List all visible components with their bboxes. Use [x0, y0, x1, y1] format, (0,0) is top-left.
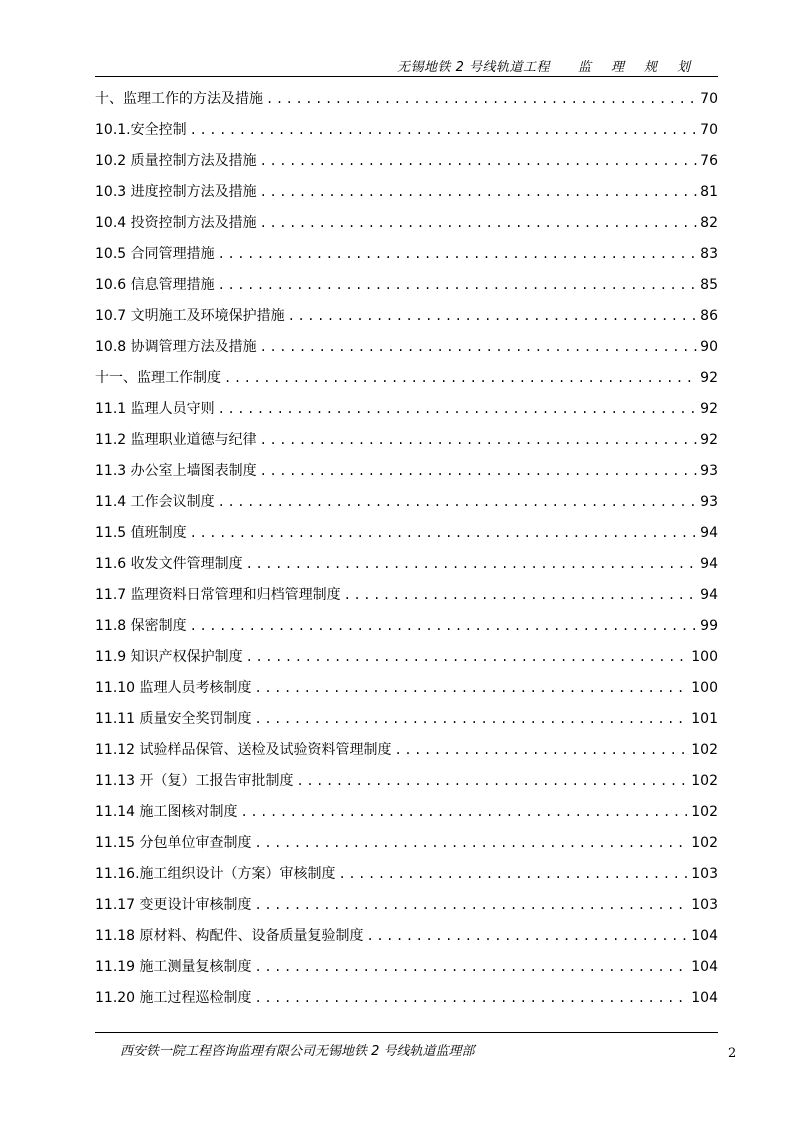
toc-entry[interactable] [95, 699, 718, 730]
toc-entry-title: 11.5 值班制度 [95, 525, 187, 541]
toc-entry-page: 85 [700, 277, 718, 293]
toc-entry[interactable] [95, 978, 718, 1009]
toc-entry[interactable] [95, 79, 718, 110]
toc-dot-leader [260, 214, 698, 234]
toc-entry-page: 76 [700, 153, 718, 169]
toc-dot-leader [218, 276, 698, 296]
toc-entry-title: 10.4 投资控制方法及措施 [95, 215, 257, 231]
footer-organization: 西安铁一院工程咨询监理有限公司无锡地铁 2 号线轨道监理部 [120, 1044, 475, 1059]
toc-entry-title: 十、监理工作的方法及措施 [95, 91, 263, 107]
toc-entry-page: 83 [700, 246, 718, 262]
toc-entry-title: 10.5 合同管理措施 [95, 246, 215, 262]
toc-entry-page: 92 [700, 432, 718, 448]
toc-entry-page: 100 [691, 649, 718, 665]
toc-entry[interactable] [95, 575, 718, 606]
toc-entry-page: 99 [700, 618, 718, 634]
toc-dot-leader [255, 989, 689, 1009]
toc-entry-page: 81 [700, 184, 718, 200]
toc-entry-page: 70 [700, 122, 718, 138]
page-header [95, 56, 718, 77]
toc-dot-leader [218, 400, 698, 420]
toc-entry-page: 92 [700, 370, 718, 386]
toc-entry-page: 94 [700, 525, 718, 541]
toc-entry-page: 100 [691, 680, 718, 696]
toc-dot-leader [255, 679, 689, 699]
toc-entry-page: 102 [691, 742, 718, 758]
page-number: 2 [728, 1046, 737, 1061]
toc-entry[interactable] [95, 420, 718, 451]
toc-entry-title: 10.8 协调管理方法及措施 [95, 339, 257, 355]
toc-entry-title: 11.12 试验样品保管、送检及试验资料管理制度 [95, 742, 392, 758]
toc-entry-page: 101 [691, 711, 718, 727]
toc-entry[interactable] [95, 823, 718, 854]
toc-dot-leader [260, 338, 698, 358]
toc-entry[interactable] [95, 482, 718, 513]
toc-entry[interactable] [95, 885, 718, 916]
toc-entry-title: 11.9 知识产权保护制度 [95, 649, 243, 665]
toc-dot-leader [260, 152, 698, 172]
toc-entry-title: 10.1.安全控制 [95, 122, 187, 138]
toc-dot-leader [218, 493, 698, 513]
toc-entry-page: 103 [691, 866, 718, 882]
toc-dot-leader [395, 741, 689, 761]
toc-dot-leader [190, 121, 698, 141]
toc-entry[interactable] [95, 327, 718, 358]
toc-entry[interactable] [95, 389, 718, 420]
toc-entry[interactable] [95, 513, 718, 544]
toc-entry-page: 82 [700, 215, 718, 231]
toc-entry-title: 11.18 原材料、构配件、设备质量复验制度 [95, 928, 364, 944]
toc-entry-page: 70 [700, 91, 718, 107]
toc-entry[interactable] [95, 265, 718, 296]
toc-entry-title: 11.6 收发文件管理制度 [95, 556, 243, 572]
toc-dot-leader [367, 927, 689, 947]
toc-dot-leader [288, 307, 698, 327]
toc-entry[interactable] [95, 637, 718, 668]
toc-dot-leader [246, 555, 698, 575]
toc-entry[interactable] [95, 141, 718, 172]
toc-entry-title: 11.2 监理职业道德与纪律 [95, 432, 257, 448]
toc-entry-title: 11.1 监理人员守则 [95, 401, 215, 417]
toc-dot-leader [260, 431, 698, 451]
toc-dot-leader [190, 617, 698, 637]
header-text [397, 56, 710, 75]
toc-entry-page: 94 [700, 556, 718, 572]
toc-entry-page: 94 [700, 587, 718, 603]
header-document-type: 监理规划 [577, 60, 710, 75]
toc-dot-leader [260, 462, 698, 482]
toc-dot-leader [266, 90, 697, 110]
toc-entry-title: 11.4 工作会议制度 [95, 494, 215, 510]
toc-entry-title: 11.3 办公室上墙图表制度 [95, 463, 257, 479]
toc-entry-page: 93 [700, 463, 718, 479]
toc-entry-page: 92 [700, 401, 718, 417]
toc-entry-page: 102 [691, 773, 718, 789]
toc-entry-title: 10.6 信息管理措施 [95, 277, 215, 293]
toc-dot-leader [255, 834, 689, 854]
toc-entry-page: 86 [700, 308, 718, 324]
toc-dot-leader [255, 896, 689, 916]
toc-entry[interactable] [95, 544, 718, 575]
toc-entry-page: 104 [691, 928, 718, 944]
toc-entry[interactable] [95, 358, 718, 389]
toc-dot-leader [190, 524, 698, 544]
toc-entry-title: 11.7 监理资料日常管理和归档管理制度 [95, 587, 341, 603]
toc-entry-title: 11.15 分包单位审查制度 [95, 835, 252, 851]
toc-entry[interactable] [95, 792, 718, 823]
toc-dot-leader [339, 865, 689, 885]
toc-entry-title: 10.2 质量控制方法及措施 [95, 153, 257, 169]
toc-entry[interactable] [95, 761, 718, 792]
toc-entry-title: 11.17 变更设计审核制度 [95, 897, 252, 913]
toc-entry-title: 10.7 文明施工及环境保护措施 [95, 308, 285, 324]
toc-entry-page: 102 [691, 835, 718, 851]
toc-entry[interactable] [95, 947, 718, 978]
toc-entry-title: 十一、监理工作制度 [95, 370, 221, 386]
toc-entry[interactable] [95, 296, 718, 327]
toc-entry-title: 11.19 施工测量复核制度 [95, 959, 252, 975]
toc-entry-page: 103 [691, 897, 718, 913]
toc-entry-title: 10.3 进度控制方法及措施 [95, 184, 257, 200]
toc-entry[interactable] [95, 668, 718, 699]
toc-dot-leader [344, 586, 698, 606]
toc-entry[interactable] [95, 606, 718, 637]
toc-entry[interactable] [95, 730, 718, 761]
toc-entry[interactable] [95, 234, 718, 265]
toc-entry-page: 104 [691, 990, 718, 1006]
toc-entry-page: 104 [691, 959, 718, 975]
toc-entry-page: 93 [700, 494, 718, 510]
toc-entry-title: 11.20 施工过程巡检制度 [95, 990, 252, 1006]
toc-entry[interactable] [95, 110, 718, 141]
toc-entry-title: 11.13 开（复）工报告审批制度 [95, 773, 294, 789]
toc-dot-leader [260, 183, 698, 203]
toc-entry[interactable] [95, 854, 718, 885]
toc-entry-title: 11.10 监理人员考核制度 [95, 680, 252, 696]
page-footer [95, 1032, 718, 1059]
toc-dot-leader [218, 245, 698, 265]
toc-dot-leader [297, 772, 689, 792]
toc-dot-leader [224, 369, 697, 389]
toc-entry-title: 11.16.施工组织设计（方案）审核制度 [95, 866, 336, 882]
toc-dot-leader [246, 648, 689, 668]
toc-dot-leader [241, 803, 689, 823]
toc-dot-leader [255, 710, 689, 730]
toc-entry[interactable] [95, 203, 718, 234]
toc-entry-title: 11.8 保密制度 [95, 618, 187, 634]
toc-entry-page: 90 [700, 339, 718, 355]
toc-entry-page: 102 [691, 804, 718, 820]
toc-entry[interactable] [95, 451, 718, 482]
table-of-contents [95, 79, 718, 1009]
toc-entry[interactable] [95, 916, 718, 947]
toc-entry[interactable] [95, 172, 718, 203]
toc-dot-leader [255, 958, 689, 978]
toc-entry-title: 11.11 质量安全奖罚制度 [95, 711, 252, 727]
toc-entry-title: 11.14 施工图核对制度 [95, 804, 238, 820]
header-project-title: 无锡地铁 2 号线轨道工程 [396, 60, 550, 75]
